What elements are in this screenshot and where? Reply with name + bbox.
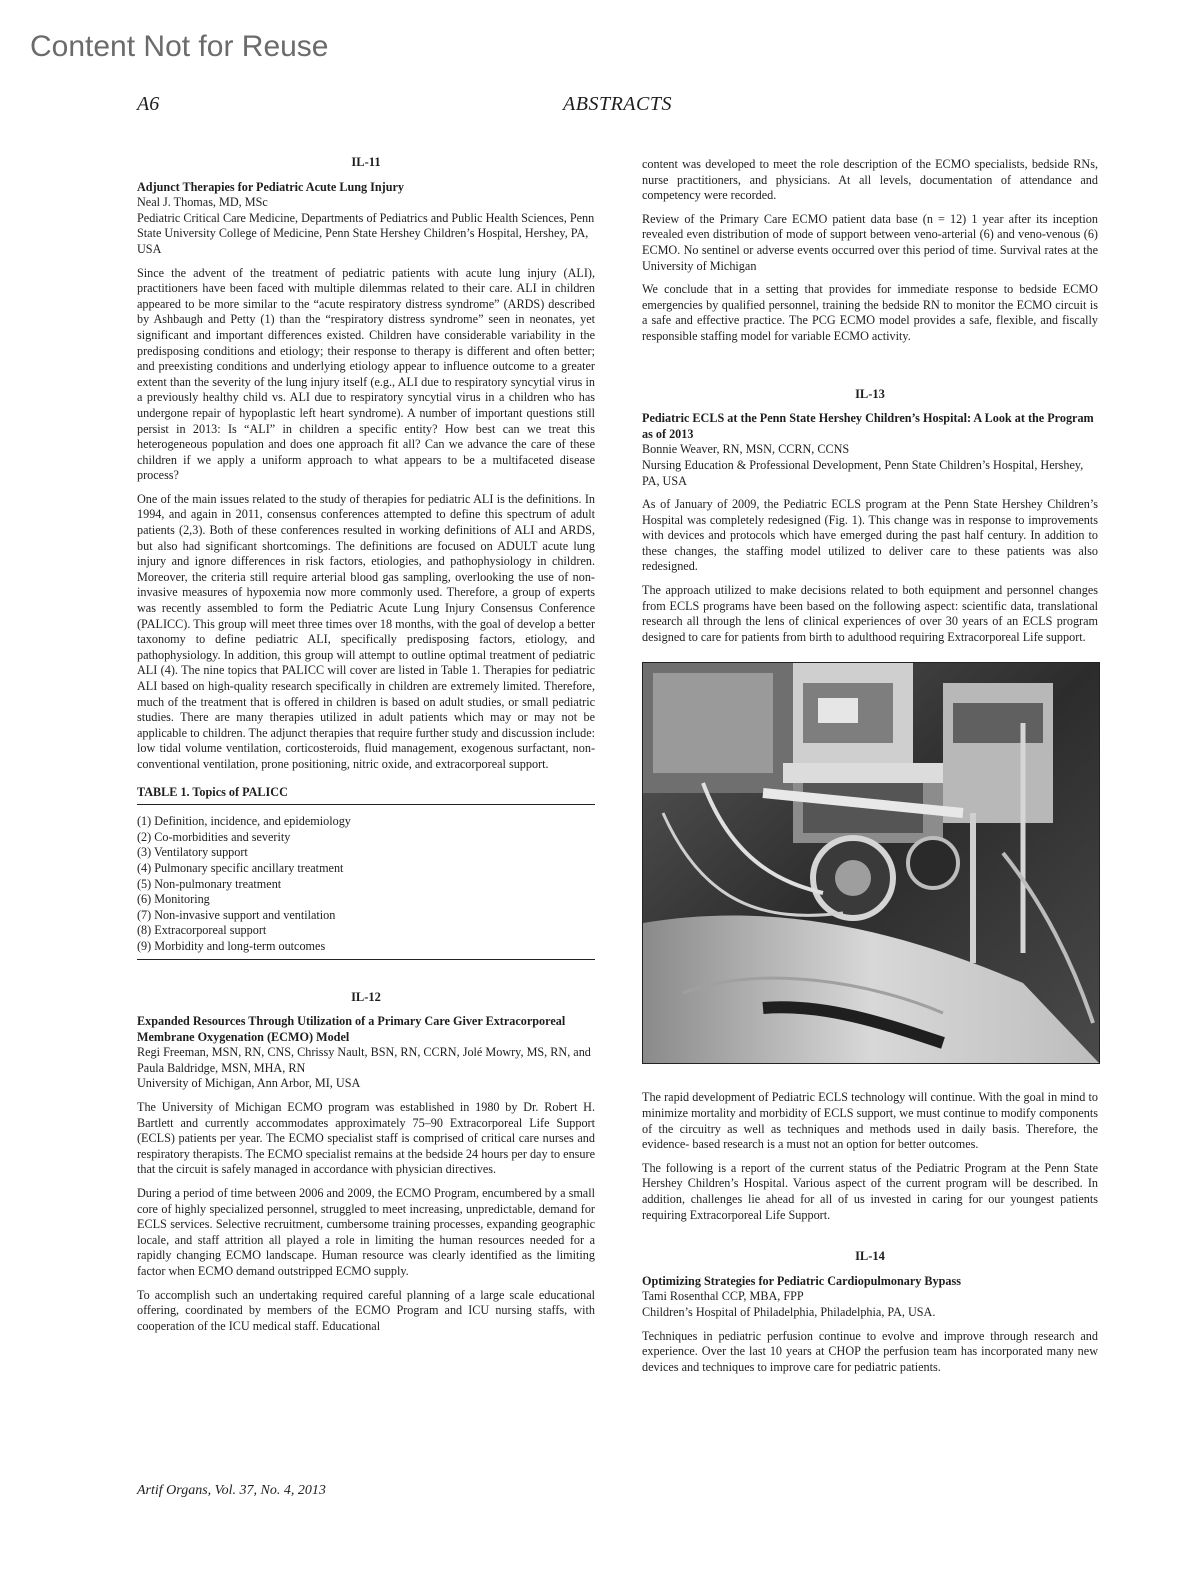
table-topics	[137, 805, 595, 959]
author-il11: Neal J. Thomas, MD, MSc	[137, 195, 268, 210]
ecls-equipment-image	[643, 663, 1099, 1063]
table-item: (4) Pulmonary specific ancillary treatment	[137, 860, 344, 875]
abstract-title-il14: Optimizing Strategies for Pediatric Cardiopulmonary Bypass	[642, 1273, 962, 1288]
running-head: ABSTRACTS	[563, 93, 672, 115]
paragraph-il11-1: Since the advent of the treatment of pediatric patients with acute lung injury (ALI), practitioners have been faced with multiple dilemmas related to their care. ALI in children appeared to be more similar to the “acute respiratory distress syndrome” (ARDS) described by Ashbaugh and Petty (1) than the “respiratory distress syndrome” seen in neonates, yet significant and important differences existed. Children have considerable variability in the predisposing conditions and etiology; their response to therapy is different and often better; and preexisting conditions and underlying etiology appear to influence outcome to a greater extent than the severity of the lung injury itself (e.g., ALI due to respiratory syncytial virus in a previously healthy child vs. ALI due to respiratory syncytial virus in a children who has undergone repair of hypoplastic left heart syndrome). A number of important questions still persist in 2013: Is “ALI” in children a specific entity? How best can we treat this heterogeneous population and does one approach fit all? Can we advance the care of these children if we apply a uniform approach to what appears to be a multifaceted disease process?	[137, 265, 595, 483]
abstract-title-il11: Adjunct Therapies for Pediatric Acute Lung Injury	[137, 179, 404, 194]
page-number: A6	[137, 93, 160, 115]
authors-il12: Regi Freeman, MSN, RN, CNS, Chrissy Nault, BSN, RN, CCRN, Jolé Mowry, MS, RN, and Paula Baldridge, MSN, MHA, RN	[137, 1045, 591, 1075]
paragraph-il12-3: To accomplish such an undertaking required careful planning of a large scale educational offering, coordinated by members of the ECMO Program and ICU nursing staffs, with cooperation of the ICU medical staff. Educational	[137, 1287, 595, 1333]
table-item: (7) Non-invasive support and ventilation	[137, 907, 336, 922]
affiliation-il12: University of Michigan, Ann Arbor, MI, USA	[137, 1076, 361, 1091]
abstract-number-il13: IL-13	[855, 386, 885, 401]
abstract-title-il13: Pediatric ECLS at the Penn State Hershey Children’s Hospital: A Look at the Program as of 2013	[642, 411, 1094, 441]
table-item: (2) Co-morbidities and severity	[137, 829, 291, 844]
affiliation-il13: Nursing Education & Professional Development, Penn State Children’s Hospital, Hershey, PA, USA	[642, 457, 1084, 488]
abstract-header-il12	[137, 1014, 595, 1092]
affiliation-il11: Pediatric Critical Care Medicine, Departments of Pediatrics and Public Health Sciences, Penn State University College of Medicine, Penn State Hershey Children’s Hospital, Hershey, PA, USA	[137, 210, 595, 256]
paragraph-il14-1: Techniques in pediatric perfusion continue to evolve and improve through research and experience. Over the last 10 years at CHOP the perfusion team has incorporated many new devices and techniques to improve care for pediatric patients.	[642, 1328, 1098, 1374]
abstract-number-il12: IL-12	[351, 989, 381, 1004]
paragraph-il11-2: One of the main issues related to the study of therapies for pediatric ALI is the definitions. In 1994, and again in 2011, consensus conferences attempted to define this spectrum of adult patients (2,3). Both of these conferences resulted in working definitions of ALI and ARDS, but also had significant shortcomings. The definitions are focused on ADULT acute lung injury and ignore differences in risk factors, etiologies, and pathophysiology in children. Moreover, the criteria still require arterial blood gas sampling, overlooking the use of non-invasive measures of hypoxemia now more commonly used. Therefore, a group of experts was recently assembled to form the Pediatric Acute Lung Injury Consensus Conference (PALICC). This group will meet three times over 18 months, with the goal of develop a better taxonomy to define pediatric ALI, specifically predisposing factors, etiology, and pathophysiology. In addition, this group will attempt to outline optimal treatment of pediatric ALI (4). The nine topics that PALICC will cover are listed in Table 1. Therapies for pediatric ALI based on high-quality research specifically in children are extremely limited. Therefore, much of the treatment that is offered in children is based on adult studies, or small pediatric studies. There are many therapies utilized in adult patients which may or may not be applicable to children. The adjunct therapies that require further study and discussion include: low tidal volume ventilation, corticosteroids, fluid management, exogenous surfactant, non-conventional ventilation, prone positioning, nitric oxide, and extracorporeal support.	[137, 491, 595, 771]
table-item: (1) Definition, incidence, and epidemiology	[137, 814, 351, 829]
right-column	[642, 157, 1098, 1383]
table-item: (5) Non-pulmonary treatment	[137, 876, 282, 891]
figure-ecls-photo	[642, 662, 1100, 1064]
paragraph-il13-4: The following is a report of the current status of the Pediatric Program at the Penn State Hershey Children’s Hospital. Various aspect of the current program will be described. In addition, challenges lie ahead for all of us invested in caring for our youngest patients requiring Extracorporeal Life Support.	[642, 1160, 1098, 1222]
table-caption: TABLE 1. Topics of PALICC	[137, 785, 595, 806]
affiliation-il14: Children’s Hospital of Philadelphia, Philadelphia, PA, USA.	[642, 1304, 936, 1319]
abstract-header-il11	[137, 180, 595, 258]
paragraph-il13-2: The approach utilized to make decisions related to both equipment and personnel changes from ECLS programs have been based on the following aspect: scientific data, translational research all through the lens of clinical experiences of over 30 years of an ECLS program designed to care for patients from birth to adulthood requiring Extracorporeal Life support.	[642, 583, 1098, 644]
abstract-header-il14	[642, 1274, 1098, 1321]
paragraph-il12-2: During a period of time between 2006 and 2009, the ECMO Program, encumbered by a small core of highly specialized personnel, struggled to meet increasing, unpredictable, demand for ECLS services. Selective recruitment, cumbersome training processes, expanding geographic locale, and staff attrition all played a role in limiting the human resources needed for a rapidly changing ECMO landscape. Human resource was clearly identified as the limiting factor when ECMO demand outstripped ECMO supply.	[137, 1186, 595, 1278]
table-item: (3) Ventilatory support	[137, 845, 248, 860]
author-il14: Tami Rosenthal CCP, MBA, FPP	[642, 1289, 804, 1304]
paragraph-il12-5: Review of the Primary Care ECMO patient data base (n = 12) 1 year after its inception revealed even distribution of mode of support between veno-arterial (6) and veno-venous (6) ECMO. No sentinel or adverse events occurred over this period of time. Survival rates at the University of Michigan	[642, 211, 1098, 273]
table-item: (8) Extracorporeal support	[137, 923, 267, 938]
table-item: (9) Morbidity and long-term outcomes	[137, 938, 326, 953]
author-il13: Bonnie Weaver, RN, MSN, CCRN, CCNS	[642, 442, 850, 457]
paragraph-il12-6: We conclude that in a setting that provides for immediate response to bedside ECMO emergencies by qualified personnel, training the bedside RN to monitor the ECMO circuit is a safe and effective practice. The PCG ECMO model provides a safe, flexible, and fiscally responsible staffing model for variable ECMO activity.	[642, 282, 1098, 343]
abstract-title-il12: Expanded Resources Through Utilization of a Primary Care Giver Extracorporeal Membrane Oxygenation (ECMO) Model	[137, 1014, 566, 1044]
abstract-number-il11: IL-11	[351, 155, 381, 169]
journal-footer: Artif Organs, Vol. 37, No. 4, 2013	[137, 1483, 326, 1498]
paragraph-il12-4: content was developed to meet the role description of the ECMO specialists, bedside RNs, nurse practitioners, and physicians. At all levels, documentation of attendance and competency were recorded.	[642, 157, 1098, 203]
abstract-number-il14: IL-14	[855, 1249, 885, 1264]
paragraph-il12-1: The University of Michigan ECMO program was established in 1980 by Dr. Robert H. Bartlett and currently accommodates approximately 75–90 Extracorporeal Life Support (ECLS) patients per year. The ECMO specialist staff is comprised of critical care nurses and respiratory therapists. The ECMO specialist remains at the bedside 24 hours per day to ensure that the circuit is safely managed in accordance with physician directives.	[137, 1100, 595, 1177]
watermark: Content Not for Reuse	[30, 30, 329, 63]
table-item: (6) Monitoring	[137, 892, 210, 907]
paragraph-il13-3: The rapid development of Pediatric ECLS technology will continue. With the goal in mind to minimize mortality and morbidity of ECLS support, we must continue to modify components of the circuitry as well as techniques and methods used in daily basis. Therefore, the evidence- based research is a must not an option for better outcomes.	[642, 1090, 1098, 1152]
left-column	[137, 155, 595, 1342]
paragraph-il13-1: As of January of 2009, the Pediatric ECLS program at the Penn State Hershey Children’s Hospital was completely redesigned (Fig. 1). This change was in response to improvements with devices and protocols which have emerged during the past half century. In addition to these changes, the staffing model utilized to deliver care to these patients was also redesigned.	[642, 497, 1098, 574]
abstract-header-il13	[642, 411, 1098, 489]
